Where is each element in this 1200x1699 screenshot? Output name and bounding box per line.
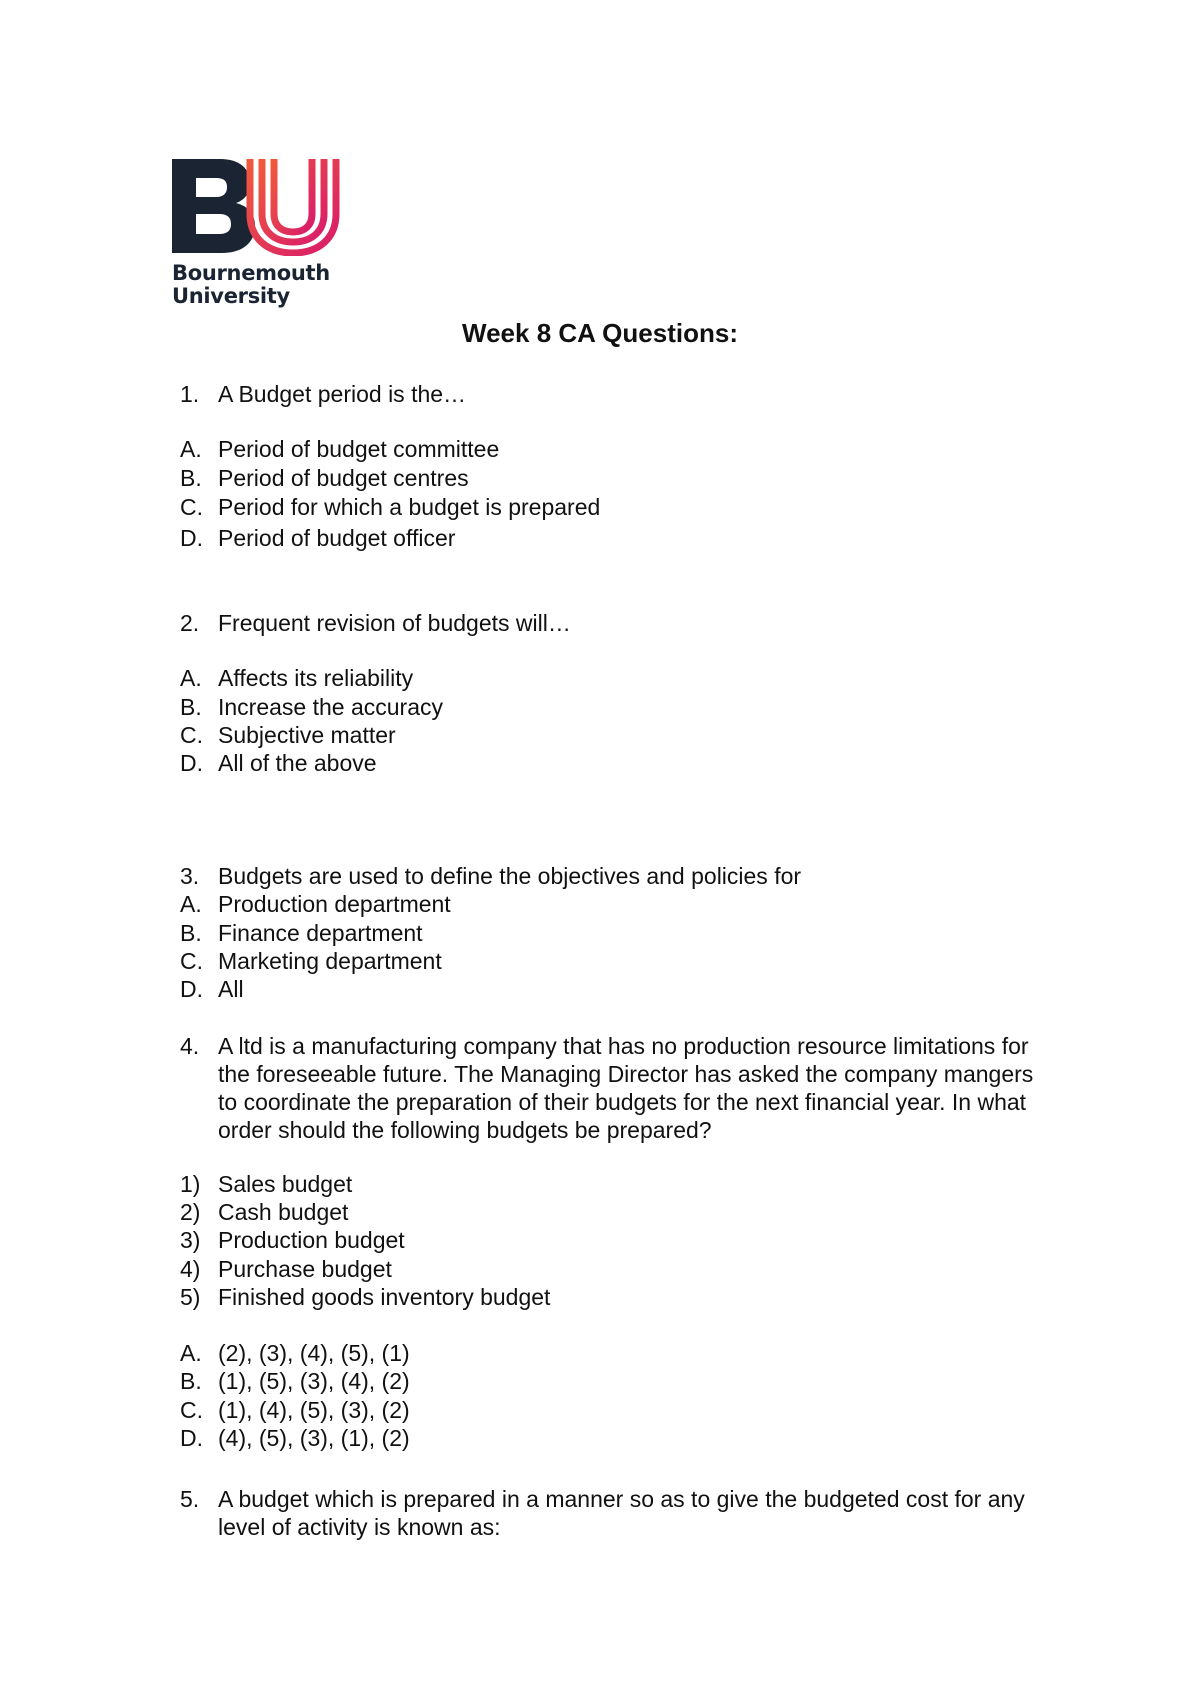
logo-line-2: University	[172, 284, 290, 308]
question-5-text: A budget which is prepared in a manner so as to give the budgeted cost for any level of activity is known as:	[218, 1486, 1025, 1540]
item-text: Purchase budget	[218, 1256, 392, 1282]
option-label: C.	[180, 494, 203, 520]
option-text: Period for which a budget is prepared	[218, 494, 601, 520]
item-text: Sales budget	[218, 1171, 353, 1197]
item-text: Cash budget	[218, 1199, 349, 1225]
option-text: (4), (5), (3), (1), (2)	[218, 1425, 410, 1451]
option-text: Period of budget officer	[218, 525, 456, 551]
item-label: 2)	[180, 1199, 201, 1225]
option-text: Finance department	[218, 920, 423, 946]
option-text: Affects its reliability	[218, 665, 414, 691]
option-label: C.	[180, 948, 203, 974]
option-text: (1), (5), (3), (4), (2)	[218, 1368, 410, 1394]
option-text: Period of budget committee	[218, 436, 500, 462]
bournemouth-university-logo	[172, 156, 342, 312]
question-number: 1.	[180, 381, 200, 407]
item-label: 5)	[180, 1284, 201, 1310]
question-number: 4.	[180, 1033, 200, 1059]
question-number: 2.	[180, 610, 200, 636]
item-label: 3)	[180, 1227, 201, 1253]
question-1-text: A Budget period is the…	[218, 381, 467, 407]
option-text: (2), (3), (4), (5), (1)	[218, 1340, 410, 1366]
option-label: B.	[180, 920, 202, 946]
option-text: All of the above	[218, 750, 377, 776]
option-label: A.	[180, 665, 202, 691]
option-label: D.	[180, 1425, 203, 1451]
question-number: 3.	[180, 863, 200, 889]
option-label: B.	[180, 465, 202, 491]
item-text: Finished goods inventory budget	[218, 1284, 551, 1310]
question-text: Frequent revision of budgets will…	[218, 610, 571, 636]
option-label: D.	[180, 976, 203, 1002]
option-label: C.	[180, 722, 203, 748]
logo-wordmark	[172, 262, 352, 308]
option-label: A.	[180, 1340, 202, 1366]
option-label: A.	[180, 891, 202, 917]
item-text: Production budget	[218, 1227, 405, 1253]
option-label: C.	[180, 1397, 203, 1423]
option-text: Period of budget centres	[218, 465, 469, 491]
option-label: D.	[180, 750, 203, 776]
option-label: B.	[180, 694, 202, 720]
option-text: All	[218, 976, 244, 1002]
item-label: 1)	[180, 1171, 201, 1197]
question-number: 5.	[180, 1486, 200, 1512]
option-text: Marketing department	[218, 948, 442, 974]
option-text: Production department	[218, 891, 451, 917]
option-text: Increase the accuracy	[218, 694, 444, 720]
option-text: Subjective matter	[218, 722, 396, 748]
question-4-text: A ltd is a manufacturing company that has no production resource limitations for the foreseeable future. The Managing Director has asked the company mangers to coordinate the preparation of their budgets for the next financial year. In what order should the following budgets be prepared?	[218, 1033, 1034, 1143]
option-label: B.	[180, 1368, 202, 1394]
question-text: Budgets are used to define the objectives and policies for	[218, 863, 802, 889]
page-title: Week 8 CA Questions:	[462, 318, 738, 348]
logo-line-1: Bournemouth	[172, 261, 330, 285]
option-text: (1), (4), (5), (3), (2)	[218, 1397, 410, 1423]
option-label: A.	[180, 436, 202, 462]
item-label: 4)	[180, 1256, 201, 1282]
bu-logo-mark	[172, 156, 342, 256]
option-label: D.	[180, 525, 203, 551]
